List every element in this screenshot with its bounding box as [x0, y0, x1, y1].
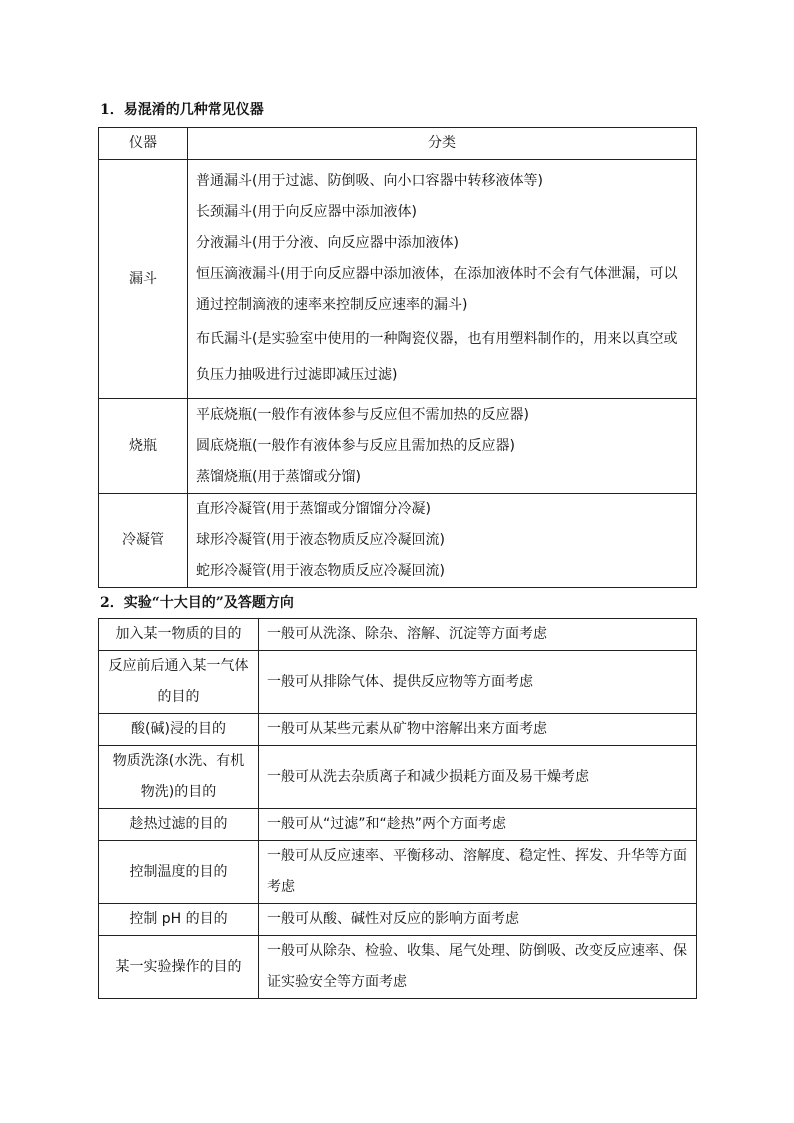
- table-row: [99, 714, 697, 746]
- table-row: [99, 651, 697, 714]
- purpose-cell: 趁热过滤的目的: [99, 809, 259, 841]
- table-row: [99, 904, 697, 936]
- instrument-items: [188, 160, 697, 399]
- instrument-items: [188, 494, 697, 588]
- instrument-name: 烧瓶: [99, 399, 188, 494]
- direction-cell: 一般可从除杂、检验、收集、尾气处理、防倒吸、改变反应速率、保证实验安全等方面考虑: [259, 936, 697, 999]
- table-row: [99, 399, 697, 494]
- list-item: 普通漏斗(用于过滤、防倒吸、向小口容器中转移液体等): [196, 172, 543, 189]
- purpose-cell: 酸(碱)浸的目的: [99, 714, 259, 746]
- direction-cell: 一般可从“过滤”和“趁热”两个方面考虑: [259, 809, 697, 841]
- direction-cell: 一般可从洗涤、除杂、溶解、沉淀等方面考虑: [259, 619, 697, 651]
- section2-heading: 2．实验“十大目的”及答题方向: [100, 595, 294, 611]
- list-item: 平底烧瓶(一般作有液体参与反应但不需加热的反应器): [196, 406, 529, 423]
- purpose-cell: 控制温度的目的: [99, 841, 259, 904]
- purpose-cell: 加入某一物质的目的: [99, 619, 259, 651]
- list-item: 蛇形冷凝管(用于液态物质反应冷凝回流): [196, 563, 445, 579]
- table-row: [99, 160, 697, 399]
- purpose-table: [98, 618, 697, 999]
- list-item: 圆底烧瓶(一般作有液体参与反应且需加热的反应器): [196, 437, 515, 454]
- list-item: 分液漏斗(用于分液、向反应器中添加液体): [196, 234, 459, 251]
- table-row: [99, 494, 697, 588]
- list-item: 恒压滴液漏斗(用于向反应器中添加液体，在添加液体时不会有气体泄漏，可以通过控制滴液的速率来控制反应速率的漏斗): [196, 265, 678, 313]
- instrument-name: 冷凝管: [99, 494, 188, 588]
- table-row: [99, 746, 697, 809]
- list-item: 蒸馏烧瓶(用于蒸馏或分馏): [196, 468, 361, 485]
- table-row: [99, 809, 697, 841]
- instrument-name: 漏斗: [99, 160, 188, 399]
- instrument-table: [98, 127, 697, 588]
- purpose-cell: 物质洗涤(水洗、有机物洗)的目的: [99, 746, 259, 809]
- direction-cell: 一般可从某些元素从矿物中溶解出来方面考虑: [259, 714, 697, 746]
- direction-cell: 一般可从反应速率、平衡移动、溶解度、稳定性、挥发、升华等方面考虑: [259, 841, 697, 904]
- table-row: [99, 841, 697, 904]
- list-item: 布氏漏斗(是实验室中使用的一种陶瓷仪器，也有用塑料制作的，用来以真空或负压力抽吸进行过滤即减压过滤): [196, 330, 678, 383]
- header-category: 分类: [188, 128, 697, 160]
- table-header-row: [99, 128, 697, 160]
- list-item: 直形冷凝管(用于蒸馏或分馏馏分冷凝): [196, 501, 431, 517]
- list-item: 球形冷凝管(用于液态物质反应冷凝回流): [196, 532, 445, 548]
- direction-cell: 一般可从洗去杂质离子和减少损耗方面及易干燥考虑: [259, 746, 697, 809]
- table-row: [99, 936, 697, 999]
- direction-cell: 一般可从酸、碱性对反应的影响方面考虑: [259, 904, 697, 936]
- section1-heading: 1．易混淆的几种常见仪器: [100, 102, 264, 118]
- purpose-cell: 某一实验操作的目的: [99, 936, 259, 999]
- list-item: 长颈漏斗(用于向反应器中添加液体): [196, 203, 417, 220]
- instrument-items: [188, 399, 697, 494]
- table-row: [99, 619, 697, 651]
- purpose-cell: 反应前后通入某一气体的目的: [99, 651, 259, 714]
- purpose-cell: 控制 pH 的目的: [99, 904, 259, 936]
- header-instrument: 仪器: [99, 128, 188, 160]
- direction-cell: 一般可从排除气体、提供反应物等方面考虑: [259, 651, 697, 714]
